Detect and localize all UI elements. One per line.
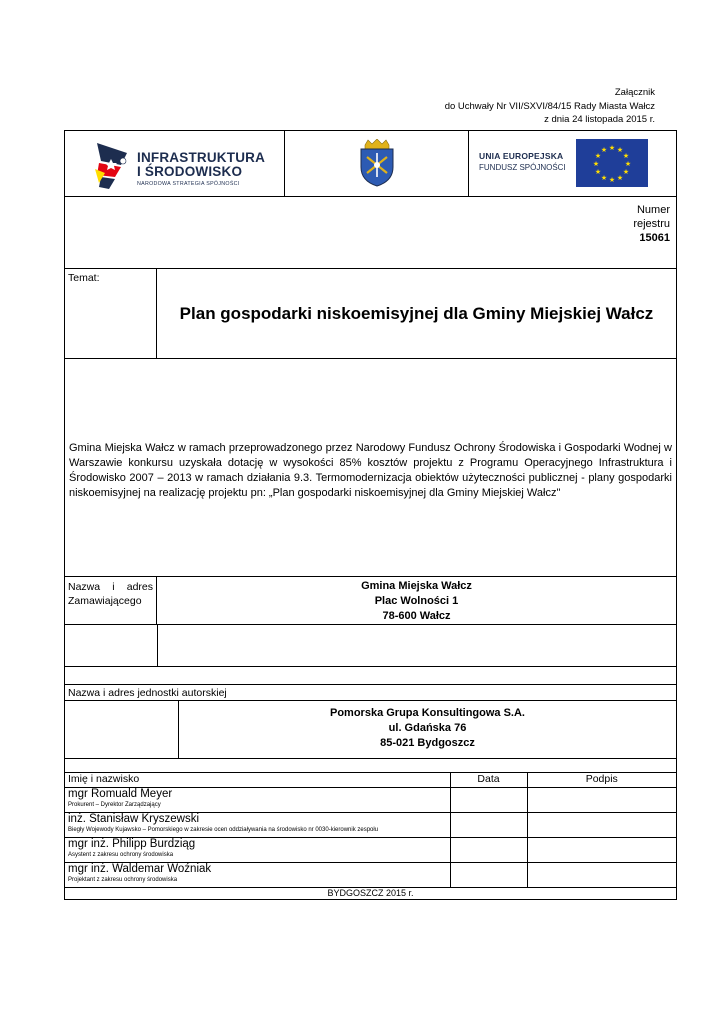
person-role: Biegły Wojewody Kujawsko – Pomorskiego w zakresie ocen oddziaływania na środowisko nr 0030-kierownik zespołu [68,826,379,833]
svg-text:★: ★ [608,176,616,184]
register-label-2: rejestru [633,218,670,230]
header-date: Data [450,773,527,787]
document-title: Plan gospodarki niskoemisyjnej dla Gminy Miejskiej Wałcz [179,303,654,323]
client-label-word-1: Nazwa [68,581,101,593]
author-name: Pomorska Grupa Konsultingowa S.A. [330,707,525,719]
client-name: Gmina Miejska Wałcz [361,580,472,592]
project-description: Gmina Miejska Wałcz w ramach przeprowadzonego przez Narodowy Fundusz Ochrony Środowiska i Gospodarki Wodnej w Warszawie konkursu uzyskała dotację w wysokości 85% kosztów projektu z Programu Operacyjnego Infrastruktura i Środowisko 2007 – 2013 w ramach działania 9.3. Termomodernizacja obiektów użyteczności publicznej - plany gospodarki niskoemisyjnej na realizację projektu pn: „Plan gospodarki niskoemisyjnej dla Gminy Miejskiej Wałcz" [69,442,672,499]
annex-date: z dnia 24 listopada 2015 r. [544,114,655,125]
register-number-block [633,203,670,245]
author-city: 85-021 Bydgoszcz [380,737,475,749]
empty-row [65,625,676,667]
walcz-coat-of-arms-icon [357,139,397,187]
annex-title: Załącznik [614,87,655,98]
infrastruktura-flag-icon [93,139,135,191]
date-cell [450,862,527,887]
svg-text:★: ★ [594,152,602,160]
table-row [65,812,676,837]
client-label [65,577,157,624]
person-name: inż. Stanisław Kryszewski [68,812,200,825]
infra-line1: INFRASTRUKTURA [137,150,266,165]
table-row [65,837,676,862]
footer-place-year: BYDGOSZCZ 2015 r. [327,887,414,898]
table-row [65,787,676,812]
date-cell [450,837,527,862]
person-role: Projektant z zakresu ochrony środowiska [68,876,178,883]
person-name: mgr inż. Philipp Burdziąg [68,837,196,850]
infra-line3: NARODOWA STRATEGIA SPÓJNOŚCI [137,181,240,187]
annex-note [445,86,655,127]
signature-cell [527,837,676,862]
spacer-row-2 [65,759,676,773]
svg-text:★: ★ [622,168,630,176]
svg-text:★: ★ [622,152,630,160]
eu-line2: FUNDUSZ SPÓJNOŚCI [479,163,566,172]
date-cell [450,812,527,837]
infra-line2: I ŚRODOWISKO [137,164,243,179]
client-label-line-2: Zamawiającego [68,595,142,607]
author-label: Nazwa i adres jednostki autorskiej [65,685,676,701]
svg-text:★: ★ [624,160,632,168]
client-label-word-3: adres [126,581,153,593]
person-role: Asystent z zakresu ochrony środowiska [68,851,174,858]
client-city: 78-600 Wałcz [382,610,451,622]
infrastruktura-logo-cell [65,131,285,196]
svg-text:★: ★ [616,174,624,182]
client-street: Plac Wolności 1 [374,595,459,607]
infrastruktura-wordmark [137,151,265,187]
header-signature: Podpis [527,773,676,787]
author-row [65,701,676,759]
svg-text:★: ★ [600,146,608,154]
client-address [157,577,676,624]
logo-row [65,131,676,197]
spacer-row [65,667,676,685]
people-table [65,773,676,888]
title-page-form [64,130,677,900]
eu-line1: UNIA EUROPEJSKA [479,151,564,161]
annex-resolution: do Uchwały Nr VII/SXVI/84/15 Rady Miasta Wałcz [444,100,655,112]
register-number: 15061 [639,232,670,244]
coat-of-arms-cell [285,131,469,196]
date-cell [450,787,527,812]
eu-wordmark [479,151,566,172]
svg-text:★: ★ [600,174,608,182]
signature-cell [527,812,676,837]
svg-text:★: ★ [594,168,602,176]
people-section [65,773,676,899]
signature-cell [527,787,676,812]
person-name: mgr Romuald Meyer [68,787,173,800]
author-address [179,701,676,758]
register-label-1: Numer [636,204,670,216]
topic-row [65,269,676,359]
register-number-row [65,197,676,269]
person-role: Prokurent – Dyrektor Zarządzający [68,801,161,808]
svg-text:★: ★ [616,146,624,154]
client-label-word-2: i [112,581,115,593]
signature-cell [527,862,676,887]
header-name: Imię i nazwisko [65,773,450,787]
svg-text:★: ★ [592,160,600,168]
client-row [65,577,676,625]
svg-text:★: ★ [608,144,616,152]
people-header-row [65,773,676,787]
description-row [65,359,676,577]
eu-logo-cell [469,131,676,196]
author-street: ul. Gdańska 76 [388,722,467,734]
topic-label: Temat: [65,269,157,358]
person-name: mgr inż. Waldemar Woźniak [68,862,212,875]
table-row [65,862,676,887]
eu-flag-icon [576,139,648,187]
